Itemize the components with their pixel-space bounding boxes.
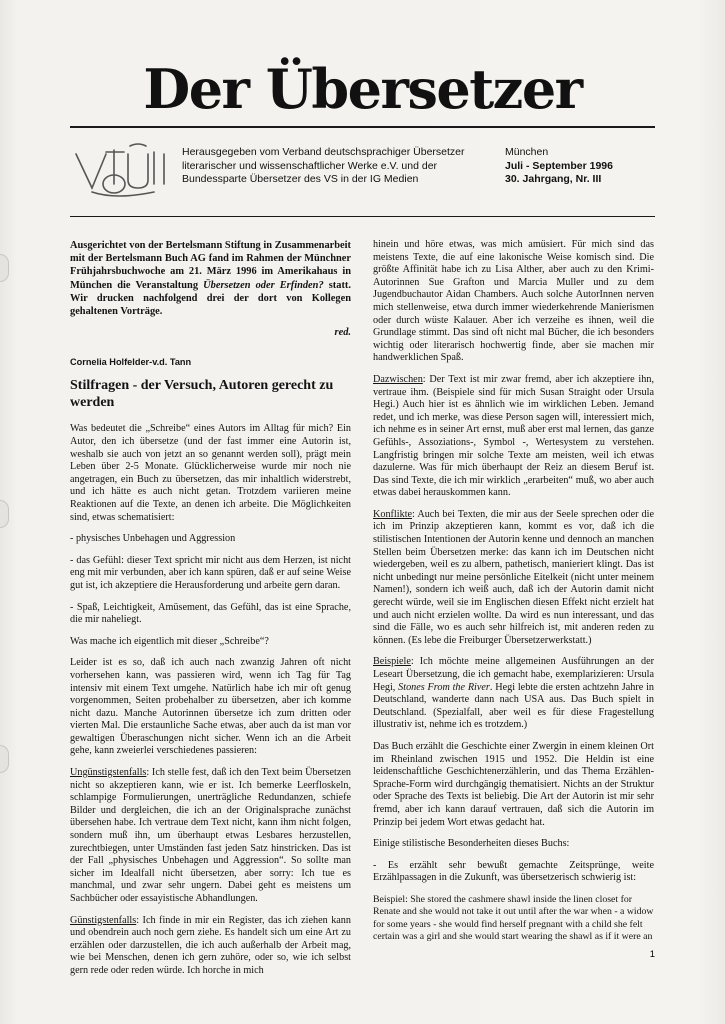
page-content [70,57,655,987]
lede-signature: red. [334,327,351,339]
article-headline: Stilfragen - der Versuch, Autoren gerecht zu werden [70,378,334,411]
body-paragraph-rest2: . Hegi lebte die ersten achtzehn Jahre in Deutschland, wanderte dann nach USA aus. Das Buch spielt in Deutschland. (Spezialfall, aber weil es für diese Fragestellung illustrativ ist, nehme ich es trotzdem.) [373,681,654,731]
lede-italic: Übersetzen oder Erfinden? [203,279,324,291]
quote-block: Beispiel: She stored the cashmere shawl inside the linen closet for Renate and she would not take it out until after the war when - a widow for some years - she would find herself pregnant with a child she felt certain was a girl and she would start wearing the shawl as if it were an [373,893,654,943]
masthead-rule [70,126,655,128]
imprint [178,140,505,187]
column-right [373,239,654,987]
vdue-logo [70,140,178,202]
article-byline: Cornelia Holfelder-v.d. Tann [70,356,192,367]
lede-text-after: statt. Wir drucken nachfolgend drei der dort von Kollegen gehaltenen Vorträge. [70,279,351,318]
masthead-details [70,140,655,202]
body-list-item: - Es erzählt sehr bewußt gemachte Zeitsprünge, weite Erzählpassagen in die Zukunft, was übersetzerisch schwierig ist: [373,859,654,884]
imprint-line-2: literarischer und wissenschaftlicher Werke e.V. und der [182,159,438,172]
body-list-item: - physisches Unbehagen und Aggression [70,533,236,545]
body-paragraph [373,656,654,732]
body-paragraph: Das Buch erzählt die Geschichte einer Zwergin in einem kleinen Ort im Rheinland zwischen 1915 und 1952. Die Heldin ist eine leidenschaftliche Geschichtenerzählerin, und das Thema Erzählen-Sprache-Form wird durchgängig thematisiert. Nichts an der Struktur oder Sprache des Texts ist beliebig. Die Art der Autorin ist mir sehr fremd, aber ich kann darauf vertrauen, daß sich die Autorin im Prinzip bei jedem Wort etwas gedacht hat. [373,740,654,828]
book-title: Stones From the River [398,681,490,693]
body-paragraph-rest: : Der Text ist mir zwar fremd, aber ich akzeptiere ihn, vertraue ihm. (Beispiele sind für mich Susan Straight oder Ursula Hegi.) Auch hier ist es ähnlich wie im wirklichen Leben. Jemand redet, und ich merke, was diese Person sagen will, interessiert mich, ich nehme es in seiner Art ernst, muß aber erst mal lernen, das ganze Gefühls-, Assoziations-, Symbol -, Wertesystem zu verstehen. Langfristig bringen mir solche Texte am meisten, weil ich etwas dazulerne. Was für mich überhaupt der Reiz an diesem Beruf ist. Das sind Texte, die ich mir wirklich „erarbeiten“ muß, wo aber auch etwas dabei herauskommen kann. [373,373,654,499]
keyword-dazwischen: Dazwischen [373,373,423,385]
body-paragraph [373,374,654,500]
body-paragraph-rest: : Auch bei Texten, die mir aus der Seele sprechen oder die ich im Prinzip akzeptieren kann, kommt es vor, daß ich die stilistischen Intentionen der Autorin kenne und dennoch an manchen Stellen beim Übersetzen merke: das kann ich im Deutschen nicht wiedergeben, weil es zu albern, pathetisch, manieriert klingt. Das ist nicht unbedingt nur meine persönliche Eitelkeit (nicht unter meinem Namen!), sondern ich weiß auch, daß ich der Autorin damit nicht gerecht würde, weil sie im Englischen diesen Effekt nicht erzielt hat und auch nicht erzielen wollte. Da wird es nun interessant, und das sind die Fälle, wo es auch sehr hilfreich ist, mit anderen reden zu können. (Es lebe die Freiburger Übersetzerwerkstatt.) [373,508,654,646]
masthead-rule-bottom [70,216,655,217]
body-paragraph [70,767,351,906]
body-paragraph-rest: : Ich stelle fest, daß ich den Text beim Übersetzen nicht so akzeptieren kann, wie er ist. Ich bemerke Leerfloskeln, schlampige Formulierungen, unerträgliche Redundanzen, schiefe Bilder und dergleichen, die ich an der Originalsprache zunächst übersehen habe. Ich vertraue dem Text nicht, kann ihm nicht folgen, sondern muß ihn, um überhaupt etwas Lesbares herzustellen, zurechtbiegen, unter Umständen fast jeden Satz hinstricken. Das ist der Fall „physisches Unbehagen und Aggression“. So sollte man sicher im Idealfall nicht übersetzen, aber sorry: Ich tue es manchmal, und zwar sehr ungern. Dabei geht es meistens um Sachbücher oder essayistische Abhandlungen. [70,767,351,904]
imprint-line-3: Bundessparte Übersetzer des VS in der IG Medien [182,173,419,185]
lede-text-before: Ausgerichtet von der Bertelsmann Stiftung in Zusammenarbeit mit der Bertelsmann Buch AG fand im Rahmen der Münchner Frühjahrsbuchwoche am 21. März 1996 im Amerikahaus in München die Veranstaltung [70,240,351,291]
article-columns [70,239,655,987]
body-paragraph-rest: : Ich möchte meine allgemeinen Ausführungen an der Leseart Übersetzung, die ich gemacht habe, exemplarizieren: Ursula Hegi, [373,656,654,693]
body-paragraph: Was bedeutet die „Schreibe“ eines Autors im Alltag für mich? Ein Autor, den ich übersetze (und der fast immer eine Autorin ist, weshalb sie auch von jetzt an so genannt werden soll), prägt mein Leben über 2-5 Monate. Glücklicherweise wurde mir noch nie angetragen, ein Buch zu übersetzen, das mir inhaltlich widerstrebt, und ich hätte es auch nicht getan. Trotzdem variieren meine Reaktionen auf die Texte, an denen ich arbeite. Die Möglichkeiten sind, etwas schematisiert: [70,423,351,523]
keyword-gunstigstenfalls: Günstigstenfalls [70,914,137,926]
body-list-item: - das Gefühl: dieser Text spricht mir nicht aus dem Herzen, ist nicht eng mit mir verbunden, aber ich kann spüren, daß er auf seine Weise gut ist, ich akzeptiere die Herausforderung und arbeite gern daran. [70,554,351,591]
body-paragraph: Einige stilistische Besonderheiten dieses Buchs: [373,838,570,850]
masthead [70,57,655,128]
issue-info [505,140,655,187]
issue-date: Juli - September 1996 [505,159,613,172]
page-number: 1 [649,949,655,960]
keyword-konflikte: Konflikte [373,508,413,520]
keyword-ungunstigstenfalls: Ungünstigstenfalls [70,767,147,779]
page-footer [70,944,655,958]
body-paragraph-rest: : Ich finde in mir ein Register, das ich ziehen kann und obendrein auch noch gern ziehe. Es handelt sich um eine Art zu erzählen oder darzustellen, die ich auch außerhalb der Arbeit mag, wie bei Menschen, denen ich gern zuhöre, oder so, wie ich selbst gern rede oder reden würde. Ich horche in mich [70,914,351,976]
keyword-beispiele: Beispiele [373,656,411,668]
column-left [70,239,351,987]
lede-paragraph [70,239,351,318]
body-list-item: - Spaß, Leichtigkeit, Amüsement, das Gefühl, das ist eine Sprache, die mir naheliegt. [70,601,351,626]
publication-title: Der Übersetzer [143,57,582,121]
issue-city: München [505,146,549,158]
issue-number: 30. Jahrgang, Nr. III [505,173,602,185]
body-paragraph: Was mache ich eigentlich mit dieser „Schreibe“? [70,635,269,647]
imprint-line-1: Herausgegeben vom Verband deutschsprachiger Übersetzer [182,146,465,158]
body-paragraph: hinein und höre etwas, was mich amüsiert. Für mich sind das meistens Texte, die auf eine lakonische Weise komisch sind. Die größte Affinität habe ich zu Lisa Alther, aber auch zu den Krimi-Autorinnen Sue Grafton und Marcia Muller und zu dem Jugendbuchautor Aidan Chambers. Auch solche AutorInnen nerven mich stellenweise, etwa durch immer wiederkehrende Manierismen oder durch wüste Kalauer. Aber ich verzeihe es ihnen, weil die Grundlage stimmt. Das sind oft nicht mal Bücher, die ich besonders wichtig oder literarisch hochwertig finde, aber sie machen mir handwerklichen Spaß. [373,239,654,364]
body-paragraph: Leider ist es so, daß ich auch nach zwanzig Jahren oft nicht vorhersehen kann, was passieren wird, wenn ich Tag für Tag intensiv mit einem Text umgehe. Natürlich habe ich mir oft genug vorgenommen, Seiten probehalber zu übersetzen, aber ich komme nicht dazu. Manche Autorinnen übersetze ich zum dritten oder vierten Mal. Die erstaunliche Sache etwas, aber auch da ist man vor gewaltigen Überaschungen nicht sicher. Wenn ich an die Arbeit gehe, kann zweierlei verschiedenes passieren: [70,657,351,757]
body-paragraph [373,509,654,648]
